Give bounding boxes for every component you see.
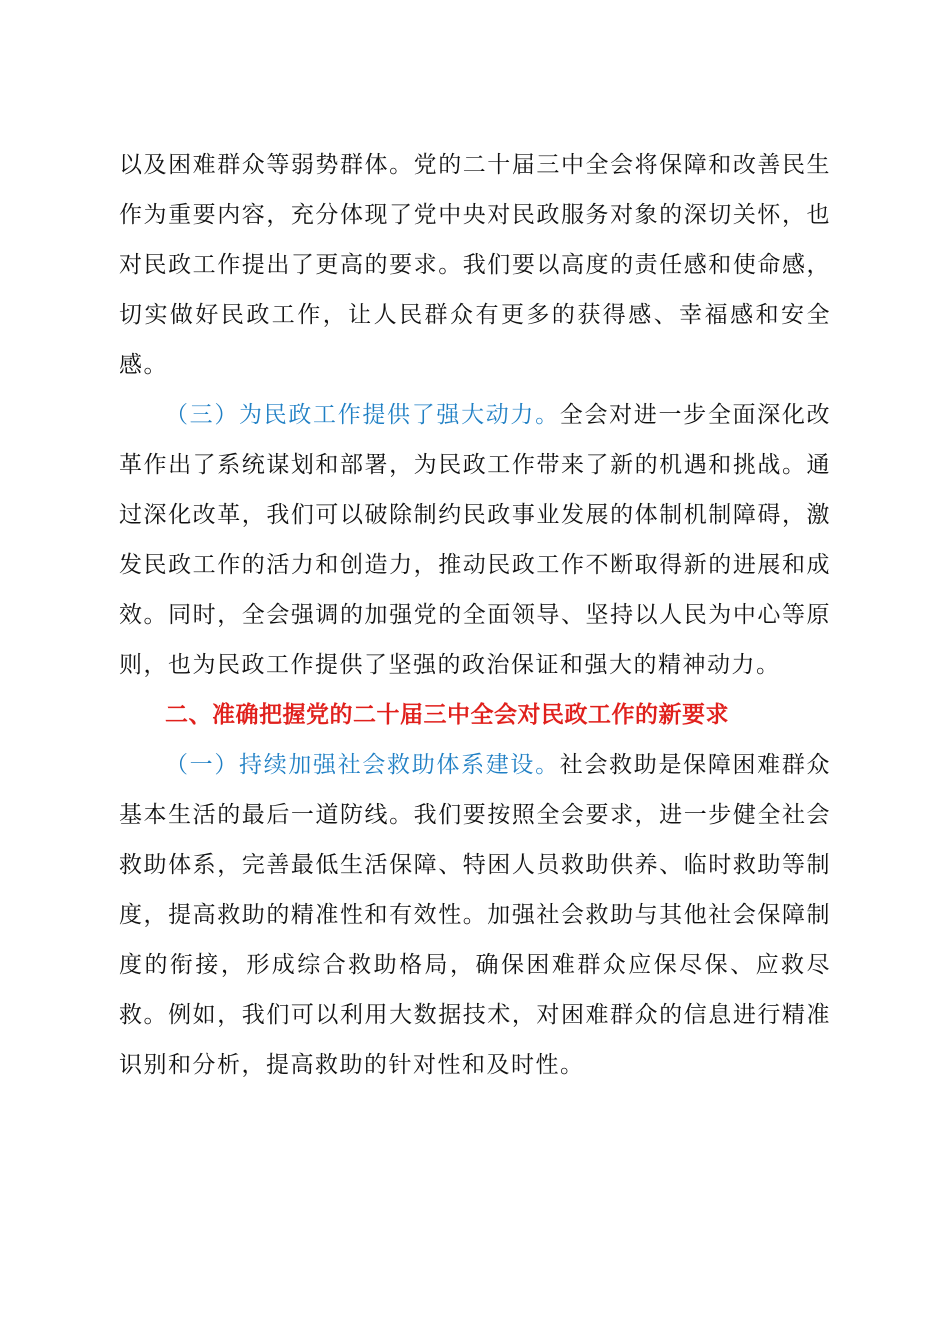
paragraph-subsection-3 (119, 390, 831, 690)
subsection-heading-1: （一）持续加强社会救助体系建设。 (165, 752, 560, 778)
subsection-heading-3: （三）为民政工作提供了强大动力。 (165, 402, 560, 428)
section-heading-2: 二、准确把握党的二十届三中全会对民政工作的新要求 (165, 702, 729, 728)
paragraph-continuation: 以及困难群众等弱势群体。党的二十届三中全会将保障和改善民生作为重要内容，充分体现了党中央对民政服务对象的深切关怀，也对民政工作提出了更高的要求。我们要以高度的责任感和使命感，切实做好民政工作，让人民群众有更多的获得感、幸福感和安全感。 (119, 152, 831, 378)
subsection-body-1: 社会救助是保障困难群众基本生活的最后一道防线。我们要按照全会要求，进一步健全社会救助体系，完善最低生活保障、特困人员救助供养、临时救助等制度，提高救助的精准性和有效性。加强社会救助与其他社会保障制度的衔接，形成综合救助格局，确保困难群众应保尽保、应救尽救。例如，我们可以利用大数据技术，对困难群众的信息进行精准识别和分析，提高救助的针对性和及时性。 (119, 752, 832, 1078)
document-page (119, 140, 831, 1090)
subsection-body-3: 全会对进一步全面深化改革作出了系统谋划和部署，为民政工作带来了新的机遇和挑战。通过深化改革，我们可以破除制约民政事业发展的体制机制障碍，激发民政工作的活力和创造力，推动民政工作不断取得新的进展和成效。同时，全会强调的加强党的全面领导、坚持以人民为中心等原则，也为民政工作提供了坚强的政治保证和强大的精神动力。 (119, 402, 832, 678)
paragraph-subsection-1 (119, 740, 831, 1090)
